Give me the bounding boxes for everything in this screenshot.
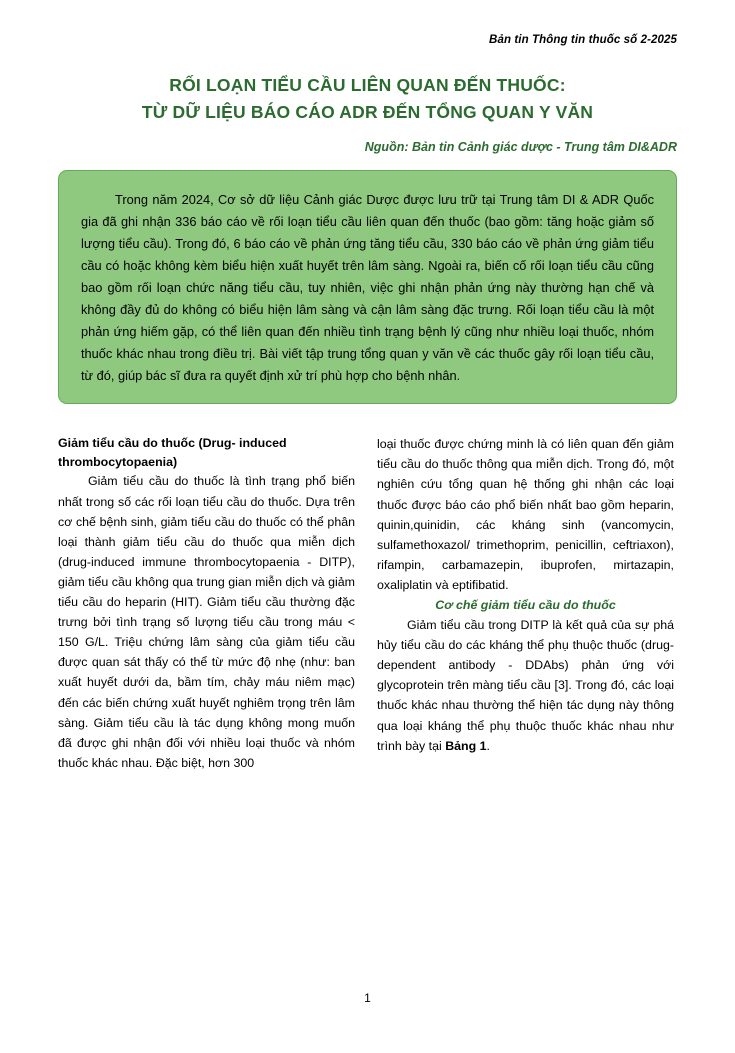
right-column: [377, 434, 674, 756]
page-number: 1: [364, 991, 371, 1005]
right-body-paragraph-2: [377, 615, 674, 756]
right-body-paragraph-2-part-1: Giảm tiểu cầu trong DITP là kết quả của sự phá hủy tiểu cầu do các kháng thể phụ thuộc thuốc (drug-dependent antibody - DDAbs) phản ứng với glycoprotein trên màng tiểu cầu [3]. Trong đó, các loại thuốc khác nhau thường thể hiện tác dụng này thông qua loại kháng thể phụ thuộc thuốc khác nhau như trình bày tại: [377, 618, 674, 753]
page-title: [58, 72, 677, 126]
page-title-line-1: RỐI LOẠN TIỂU CẦU LIÊN QUAN ĐẾN THUỐC:: [169, 75, 566, 95]
summary-callout-box: [58, 170, 677, 404]
table-reference: Bảng 1: [445, 738, 487, 753]
left-column: [58, 434, 355, 773]
left-body-paragraph: Giảm tiểu cầu do thuốc là tình trạng phổ biến nhất trong số các rối loạn tiểu cầu do thuốc. Dựa trên cơ chế bệnh sinh, giảm tiểu cầu do thuốc có thể phân loại thành giảm tiểu cầu do thuốc qua miễn dịch (drug-induced immune thrombocytopaenia - DITP), giảm tiểu cầu không qua trung gian miễn dịch và giảm tiểu cầu do heparin (HIT). Giảm tiểu cầu thường đặc trưng bởi tình trạng số lượng tiểu cầu trong máu < 150 G/L. Triệu chứng lâm sàng của giảm tiểu cầu được quan sát thấy có thể từ mức độ nhẹ (như: ban xuất huyết dưới da, bầm tím, chảy máu niêm mạc) đến các biến chứng xuất huyết nghiêm trọng trên lâm sàng. Giảm tiểu cầu là tác dụng không mong muốn đã được ghi nhận đối với nhiều loại thuốc và nhóm thuốc khác nhau. Đặc biệt, hơn 300: [58, 474, 355, 770]
page-title-line-2: TỪ DỮ LIỆU BÁO CÁO ADR ĐẾN TỔNG QUAN Y VĂN: [141, 102, 594, 123]
body-columns: [58, 434, 677, 773]
summary-callout-text: Trong năm 2024, Cơ sở dữ liệu Cảnh giác Dược được lưu trữ tại Trung tâm DI & ADR Quốc gia đã ghi nhận 336 báo cáo về rối loạn tiểu cầu liên quan đến thuốc (bao gồm: tăng hoặc giảm số lượng tiểu cầu). Trong đó, 6 báo cáo về phản ứng tăng tiểu cầu, 330 báo cáo về phản ứng giảm tiểu cầu có hoặc không kèm biểu hiện xuất huyết trên lâm sàng. Ngoài ra, biến cố rối loạn tiểu cầu cũng bao gồm rối loạn chức năng tiểu cầu, tuy nhiên, việc ghi nhận phản ứng này thường hạn chế và không đầy đủ do không có biểu hiện lâm sàng và cận lâm sàng đặc trưng. Rối loạn tiểu cầu là một phản ứng hiếm gặp, có thể liên quan đến nhiều tình trạng bệnh lý cũng như nhiều loại thuốc, nhóm thuốc khác nhau trong điều trị. Bài viết tập trung tổng quan y văn về các thuốc gây rối loạn tiểu cầu, từ đó, giúp bác sĩ đưa ra quyết định xử trí phù hợp cho bệnh nhân.: [81, 192, 654, 384]
source-credit: Nguồn: Bản tin Cảnh giác dược - Trung tâm DI&ADR: [364, 140, 677, 155]
right-sub-heading: Cơ chế giảm tiểu cầu do thuốc: [435, 598, 616, 612]
running-head: Bản tin Thông tin thuốc số 2-2025: [489, 34, 677, 46]
left-section-heading: Giảm tiểu cầu do thuốc (Drug- induced thrombocytopaenia): [58, 436, 287, 469]
right-body-paragraph-2-part-2: .: [486, 738, 490, 753]
right-body-paragraph-continued: loại thuốc được chứng minh là có liên quan đến giảm tiểu cầu do thuốc thông qua miễn dịch. Trong đó, một nghiên cứu tổng quan hệ thống ghi nhận các loại thuốc được báo cáo phổ biến nhất bao gồm heparin, quinin,quinidin, các kháng sinh (vancomycin, sulfamethoxazol/ trimethoprim, penicillin, ceftriaxon), rifampin, carbamazepin, ibuprofen, mirtazapin, oxaliplatin và eptifibatid.: [377, 437, 674, 592]
